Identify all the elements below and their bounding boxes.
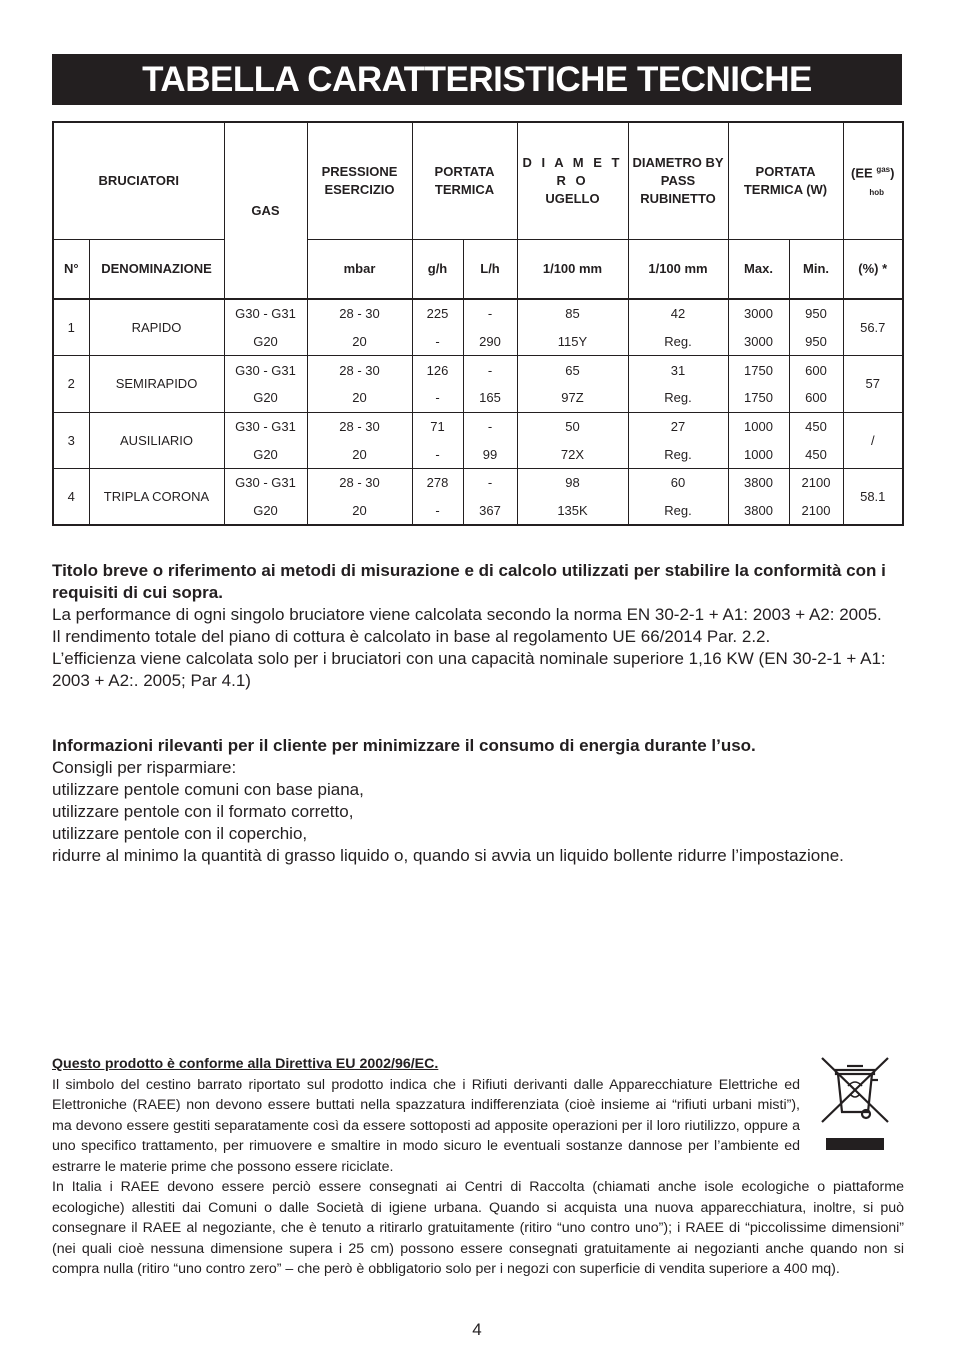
- cell-portata-min: 2100: [789, 469, 843, 497]
- cell-ee-gas-hob: 56.7: [843, 299, 903, 355]
- subheader-mbar: mbar: [307, 240, 412, 299]
- cell-diametro-ugello: 135K: [517, 497, 628, 525]
- cell-diametro-ugello: 97Z: [517, 384, 628, 412]
- subheader-bypass-unit: 1/100 mm: [628, 240, 728, 299]
- tip-line: utilizzare pentole con il formato corretto,: [52, 802, 354, 821]
- section1-heading: Titolo breve o riferimento ai metodi di misurazione e di calcolo utilizzati per stabilire la conformità con i requisiti di cui sopra.: [52, 561, 886, 602]
- cell-portata-gh: 225: [412, 299, 463, 327]
- cell-diametro-ugello: 98: [517, 469, 628, 497]
- cell-portata-max: 1000: [728, 412, 789, 440]
- cell-portata-min: 600: [789, 356, 843, 384]
- cell-diametro-bypass: 31: [628, 356, 728, 384]
- cell-portata-lh: -: [463, 469, 517, 497]
- cell-diametro-bypass: Reg.: [628, 497, 728, 525]
- cell-gas: G30 - G31: [224, 469, 307, 497]
- cell-portata-max: 3800: [728, 469, 789, 497]
- cell-portata-lh: -: [463, 299, 517, 327]
- table-row: [53, 469, 903, 497]
- weee-heading: Questo prodotto è conforme alla Direttiva EU 2002/96/EC.: [52, 1056, 439, 1072]
- table-row: [53, 356, 903, 384]
- section2-heading: Informazioni rilevanti per il cliente per minimizzare il consumo di energia durante l’uso.: [52, 736, 756, 755]
- cell-pressione: 20: [307, 440, 412, 468]
- cell-ee-gas-hob: 57: [843, 356, 903, 412]
- cell-portata-lh: 367: [463, 497, 517, 525]
- cell-diametro-bypass: Reg.: [628, 440, 728, 468]
- tip-line: utilizzare pentole con il coperchio,: [52, 824, 308, 843]
- measurement-methods-section: [52, 560, 904, 692]
- cell-portata-max: 1750: [728, 356, 789, 384]
- section1-paragraph: Il rendimento totale del piano di cottura è calcolato in base al regolamento UE 66/2014 Par. 2.2.: [52, 627, 771, 646]
- subheader-min: Min.: [789, 240, 843, 299]
- cell-portata-min: 450: [789, 412, 843, 440]
- cell-gas: G30 - G31: [224, 356, 307, 384]
- cell-diametro-bypass: 42: [628, 299, 728, 327]
- page-number: 4: [472, 1320, 482, 1339]
- header-bruciatori: BRUCIATORI: [53, 122, 224, 240]
- cell-diametro-bypass: Reg.: [628, 384, 728, 412]
- cell-diametro-bypass: 27: [628, 412, 728, 440]
- weee-section: [52, 1054, 904, 1280]
- header-pressione: PRESSIONE ESERCIZIO: [307, 122, 412, 240]
- cell-diametro-bypass: Reg.: [628, 328, 728, 356]
- cell-portata-max: 3800: [728, 497, 789, 525]
- cell-pressione: 28 - 30: [307, 412, 412, 440]
- tip-line: Consigli per risparmiare:: [52, 758, 237, 777]
- tip-line: ridurre al minimo la quantità di grasso liquido o, quando si avvia un liquido bollente ridurre l’impostazione.: [52, 846, 844, 865]
- cell-portata-max: 3000: [728, 299, 789, 327]
- burner-name: SEMIRAPIDO: [89, 356, 224, 412]
- cell-diametro-ugello: 65: [517, 356, 628, 384]
- cell-portata-gh: 126: [412, 356, 463, 384]
- cell-portata-max: 1000: [728, 440, 789, 468]
- burner-number: 3: [53, 412, 89, 468]
- cell-gas: G20: [224, 497, 307, 525]
- cell-portata-lh: 165: [463, 384, 517, 412]
- cell-ee-gas-hob: /: [843, 412, 903, 468]
- table-body: [53, 299, 903, 525]
- cell-gas: G30 - G31: [224, 412, 307, 440]
- subheader-max: Max.: [728, 240, 789, 299]
- cell-pressione: 28 - 30: [307, 469, 412, 497]
- cell-portata-gh: 71: [412, 412, 463, 440]
- header-diametro-ugello: D I A M E T R O UGELLO: [517, 122, 628, 240]
- table-row: [53, 412, 903, 440]
- header-gas: GAS: [224, 122, 307, 299]
- burner-number: 1: [53, 299, 89, 355]
- cell-gas: G20: [224, 440, 307, 468]
- cell-diametro-ugello: 50: [517, 412, 628, 440]
- cell-diametro-bypass: 60: [628, 469, 728, 497]
- burner-name: RAPIDO: [89, 299, 224, 355]
- cell-portata-min: 600: [789, 384, 843, 412]
- header-ee: (EE $^{gas}$) hob: [843, 122, 903, 240]
- cell-diametro-ugello: 85: [517, 299, 628, 327]
- subheader-gh: g/h: [412, 240, 463, 299]
- cell-pressione: 20: [307, 497, 412, 525]
- cell-portata-gh: 278: [412, 469, 463, 497]
- cell-gas: G20: [224, 384, 307, 412]
- cell-portata-max: 3000: [728, 328, 789, 356]
- header-portata-termica-w: PORTATA TERMICA (W): [728, 122, 843, 240]
- cell-portata-gh: -: [412, 497, 463, 525]
- tip-line: utilizzare pentole comuni con base piana,: [52, 780, 364, 799]
- energy-tips-section: [52, 735, 904, 867]
- burner-number: 2: [53, 356, 89, 412]
- subheader-ee-unit: (%) *: [843, 240, 903, 299]
- cell-portata-gh: -: [412, 440, 463, 468]
- burner-number: 4: [53, 469, 89, 525]
- cell-pressione: 20: [307, 384, 412, 412]
- cell-portata-lh: -: [463, 356, 517, 384]
- subheader-lh: L/h: [463, 240, 517, 299]
- cell-portata-gh: -: [412, 328, 463, 356]
- cell-portata-lh: 290: [463, 328, 517, 356]
- subheader-n: N°: [53, 240, 89, 299]
- page-title: TABELLA CARATTERISTICHE TECNICHE: [52, 54, 902, 105]
- cell-diametro-ugello: 115Y: [517, 328, 628, 356]
- subheader-denominazione: DENOMINAZIONE: [89, 240, 224, 299]
- weee-paragraph: Il simbolo del cestino barrato riportato sul prodotto indica che i Rifiuti derivanti dalle Apparecchiature Elettriche ed Elettroniche (RAEE) non devono essere buttati nella spazzatura indifferenziata (cioè insieme ai “rifiuti urbani misti”), ma devono essere gestiti separatamente così da essere sottoposti ad apposite operazioni per il loro riutilizzo, oppure a uno specifico trattamento, per rimuovere e smaltire in modo sicuro le eventuali sostanze dannose per l’ambiente ed estrarre le materie prime che possono essere riciclate.: [52, 1076, 800, 1175]
- cell-gas: G20: [224, 328, 307, 356]
- header-diametro-bypass: DIAMETRO BY PASS RUBINETTO: [628, 122, 728, 240]
- technical-specs-table: [52, 121, 904, 526]
- cell-portata-min: 450: [789, 440, 843, 468]
- section1-paragraph: L’efficienza viene calcolata solo per i bruciatori con una capacità nominale superiore 1,16 KW (EN 30-2-1 + A1: 2003 + A2:. 2005; Par 4.1): [52, 649, 886, 690]
- table-row: [53, 299, 903, 327]
- section1-paragraph: La performance di ogni singolo bruciatore viene calcolata secondo la norma EN 30-2-1 + A1: 2003 + A2: 2005.: [52, 605, 882, 624]
- cell-diametro-ugello: 72X: [517, 440, 628, 468]
- crossed-out-wheelie-bin-icon: [820, 1056, 890, 1152]
- cell-portata-gh: -: [412, 384, 463, 412]
- cell-portata-min: 950: [789, 328, 843, 356]
- cell-pressione: 28 - 30: [307, 356, 412, 384]
- burner-name: AUSILIARIO: [89, 412, 224, 468]
- cell-pressione: 28 - 30: [307, 299, 412, 327]
- cell-gas: G30 - G31: [224, 299, 307, 327]
- cell-portata-lh: -: [463, 412, 517, 440]
- header-portata-termica: PORTATA TERMICA: [412, 122, 517, 240]
- cell-portata-min: 950: [789, 299, 843, 327]
- subheader-ugello-unit: 1/100 mm: [517, 240, 628, 299]
- cell-portata-min: 2100: [789, 497, 843, 525]
- cell-pressione: 20: [307, 328, 412, 356]
- burner-name: TRIPLA CORONA: [89, 469, 224, 525]
- cell-portata-lh: 99: [463, 440, 517, 468]
- weee-paragraph: In Italia i RAEE devono essere perciò essere consegnati ai Centri di Raccolta (chiamati anche isole ecologiche o piattaforme ecologiche) allestiti dai Comuni o dalle Società di igiene urbana. Quando si acquista una nuova apparecchiatura, inoltre, si può consegnare il RAEE al negoziante, che è tenuto a ritirarlo gratuitamente (ritiro “uno contro uno”); i RAEE di “piccolissime dimensioni” (nei quali cioè nessuna dimensione supera i 25 cm) possono essere consegnati gratuitamente ai negozianti anche quando non si compra nulla (ritiro “uno contro zero” – che però è obbligatorio solo per i negozi con superficie di vendita superiore a 400 mq).: [52, 1179, 904, 1277]
- cell-ee-gas-hob: 58.1: [843, 469, 903, 525]
- cell-portata-max: 1750: [728, 384, 789, 412]
